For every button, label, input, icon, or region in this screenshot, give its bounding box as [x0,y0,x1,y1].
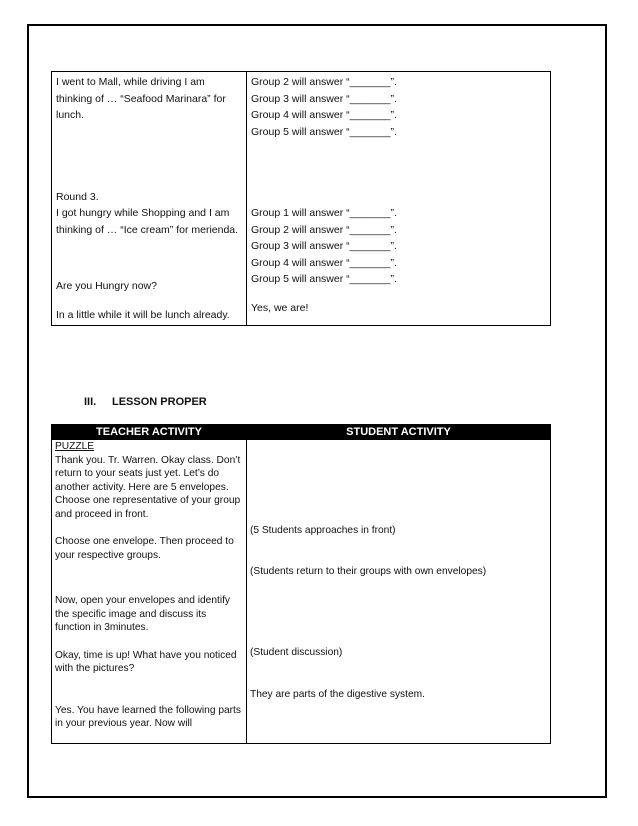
list-item: Group 4 will answer “_______”. [251,109,397,121]
teacher-text: I went to Mall, while driving I am thinking of … “Seafood Marinara” for lunch. [56,76,226,121]
table-header-row [52,425,551,440]
teacher-cell [52,72,247,326]
lesson-table [51,424,551,744]
teacher-text: Choose one representative of your group and proceed in front. [55,495,241,520]
group-answer-list [251,74,546,140]
teacher-text: Yes. You have learned the following parts in your previous year. Now will [55,704,241,729]
round-table [51,71,551,326]
list-item: Group 5 will answer “_______”. [251,125,397,138]
student-cell [247,440,551,744]
list-item: Group 4 will answer “_______”. [251,256,397,269]
teacher-text: I got hungry while Shopping and I am thinking of … “Ice cream” for merienda. [56,207,239,236]
list-item: Group 5 will answer “_______”. [251,273,397,285]
round-label: Round 3. [56,190,99,203]
student-cell [247,72,551,326]
section-title: LESSON PROPER [112,396,207,408]
teacher-text: Thank you. Tr. Warren. Okay class. Don’t return to your seats just yet. Let’s do another activity. Here are 5 envelopes. [55,454,241,493]
teacher-text: Choose one envelope. Then proceed to your respective groups. [55,536,234,561]
column-header-teacher: TEACHER ACTIVITY [52,425,247,440]
list-item: Group 2 will answer “_______”. [251,223,397,236]
teacher-question: Are you Hungry now? [56,280,157,292]
student-response: (5 Students approaches in front) [250,525,396,536]
teacher-text: Okay, time is up! What have you noticed with the pictures? [55,649,237,674]
list-item: Group 3 will answer “_______”. [251,240,397,252]
column-header-student: STUDENT ACTIVITY [247,425,551,440]
teacher-text: Now, open your envelopes and identify the specific image and discuss its function in 3minutes. [55,595,231,633]
student-response: (Students return to their groups with own envelopes) [250,565,487,577]
section-number: III. [84,396,97,408]
list-item: Group 3 will answer “_______”. [251,92,397,105]
student-reply: Yes, we are! [251,301,309,314]
puzzle-label: PUZZLE [55,441,95,452]
teacher-text: In a little while it will be lunch already. [56,308,230,321]
table-row [52,440,551,744]
section-heading [84,396,207,408]
student-response: (Student discussion) [250,647,343,658]
list-item: Group 1 will answer “_______”. [251,207,397,219]
student-response: They are parts of the digestive system. [250,688,425,700]
table-row [52,72,551,326]
teacher-cell [52,440,247,744]
group-answer-list [251,205,546,288]
list-item: Group 2 will answer “_______”. [251,76,397,88]
